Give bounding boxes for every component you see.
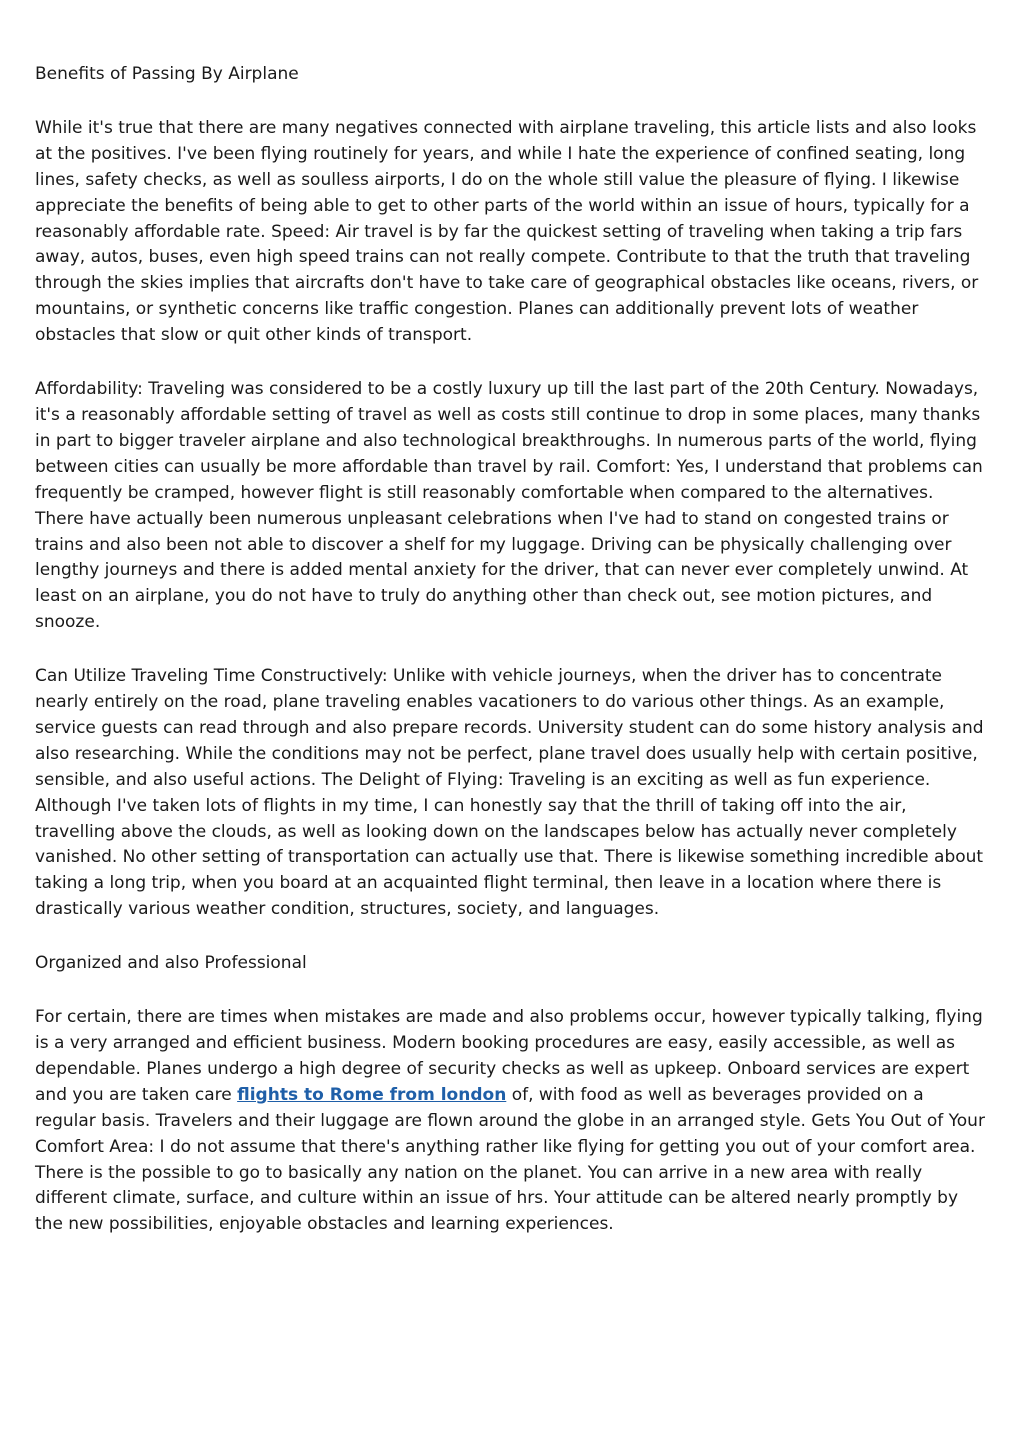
section-heading: Organized and also Professional: [35, 953, 307, 974]
flights-link[interactable]: flights to Rome from london: [237, 1084, 507, 1105]
paragraph-4-text-before: For certain, there are times when mistakes are made and also problems occur, however typically talking, flying is a very arranged and efficient business. Modern booking procedures are easy, easily accessible, as well as dependable. Planes undergo a high degree of security checks as well as upkeep. Onboard services are expert and you are taken care: [35, 1007, 983, 1105]
paragraph-4-text-after: of, with food as well as beverages provided on a regular basis. Travelers and their luggage are flown around the globe in an arranged style. Gets You Out of Your Comfort Area: I do not assume that there's anything rather like flying for getting you out of your comfort area. There is the possible to go to basically any nation on the planet. You can arrive in a new area with really different climate, surface, and culture within an issue of hrs. Your attitude can be altered nearly promptly by the new possibilities, enjoyable obstacles and learning experiences.: [35, 1084, 985, 1235]
document-body: [35, 62, 987, 1266]
paragraph-1: While it's true that there are many negatives connected with airplane traveling, this article lists and also looks at the positives. I've been flying routinely for years, and while I hate the experience of confined seating, long lines, safety checks, as well as soulless airports, I do on the whole still value the pleasure of flying. I likewise appreciate the benefits of being able to get to other parts of the world within an issue of hours, typically for a reasonably affordable rate. Speed: Air travel is by far the quickest setting of traveling when taking a trip fars away, autos, buses, even high speed trains can not really compete. Contribute to that the truth that traveling through the skies implies that aircrafts don't have to take care of geographical obstacles like oceans, rivers, or mountains, or synthetic concerns like traffic congestion. Planes can additionally prevent lots of weather obstacles that slow or quit other kinds of transport.: [35, 117, 979, 346]
document-title: Benefits of Passing By Airplane: [35, 64, 299, 84]
paragraph-4: [35, 1005, 987, 1238]
paragraph-3: Can Utilize Traveling Time Constructively: Unlike with vehicle journeys, when the driver has to concentrate nearly entirely on the road, plane traveling enables vacationers to do various other things. As an example, service guests can read through and also prepare records. University student can do some history analysis and also researching. While the conditions may not be perfect, plane travel does usually help with certain positive, sensible, and also useful actions. The Delight of Flying: Traveling is an exciting as well as fun experience. Although I've taken lots of flights in my time, I can honestly say that the thrill of taking off into the air, travelling above the clouds, as well as looking down on the landscapes below has actually never completely vanished. No other setting of transportation can actually use that. There is likewise something incredible about taking a long trip, when you board at an acquainted flight terminal, then leave in a location where there is drastically various weather condition, structures, society, and languages.: [35, 666, 984, 920]
paragraph-2: Affordability: Traveling was considered to be a costly luxury up till the last part of the 20th Century. Nowadays, it's a reasonably affordable setting of travel as well as costs still continue to drop in some places, many thanks in part to bigger traveler airplane and also technological breakthroughs. In numerous parts of the world, flying between cities can usually be more affordable than travel by rail. Comfort: Yes, I understand that problems can frequently be cramped, however flight is still reasonably comfortable when compared to the alternatives. There have actually been numerous unpleasant celebrations when I've had to stand on congested trains or trains and also been not able to discover a shelf for my luggage. Driving can be physically challenging over lengthy journeys and there is added mental anxiety for the driver, that can never ever completely unwind. At least on an airplane, you do not have to truly do anything other than check out, see motion pictures, and snooze.: [35, 379, 983, 633]
